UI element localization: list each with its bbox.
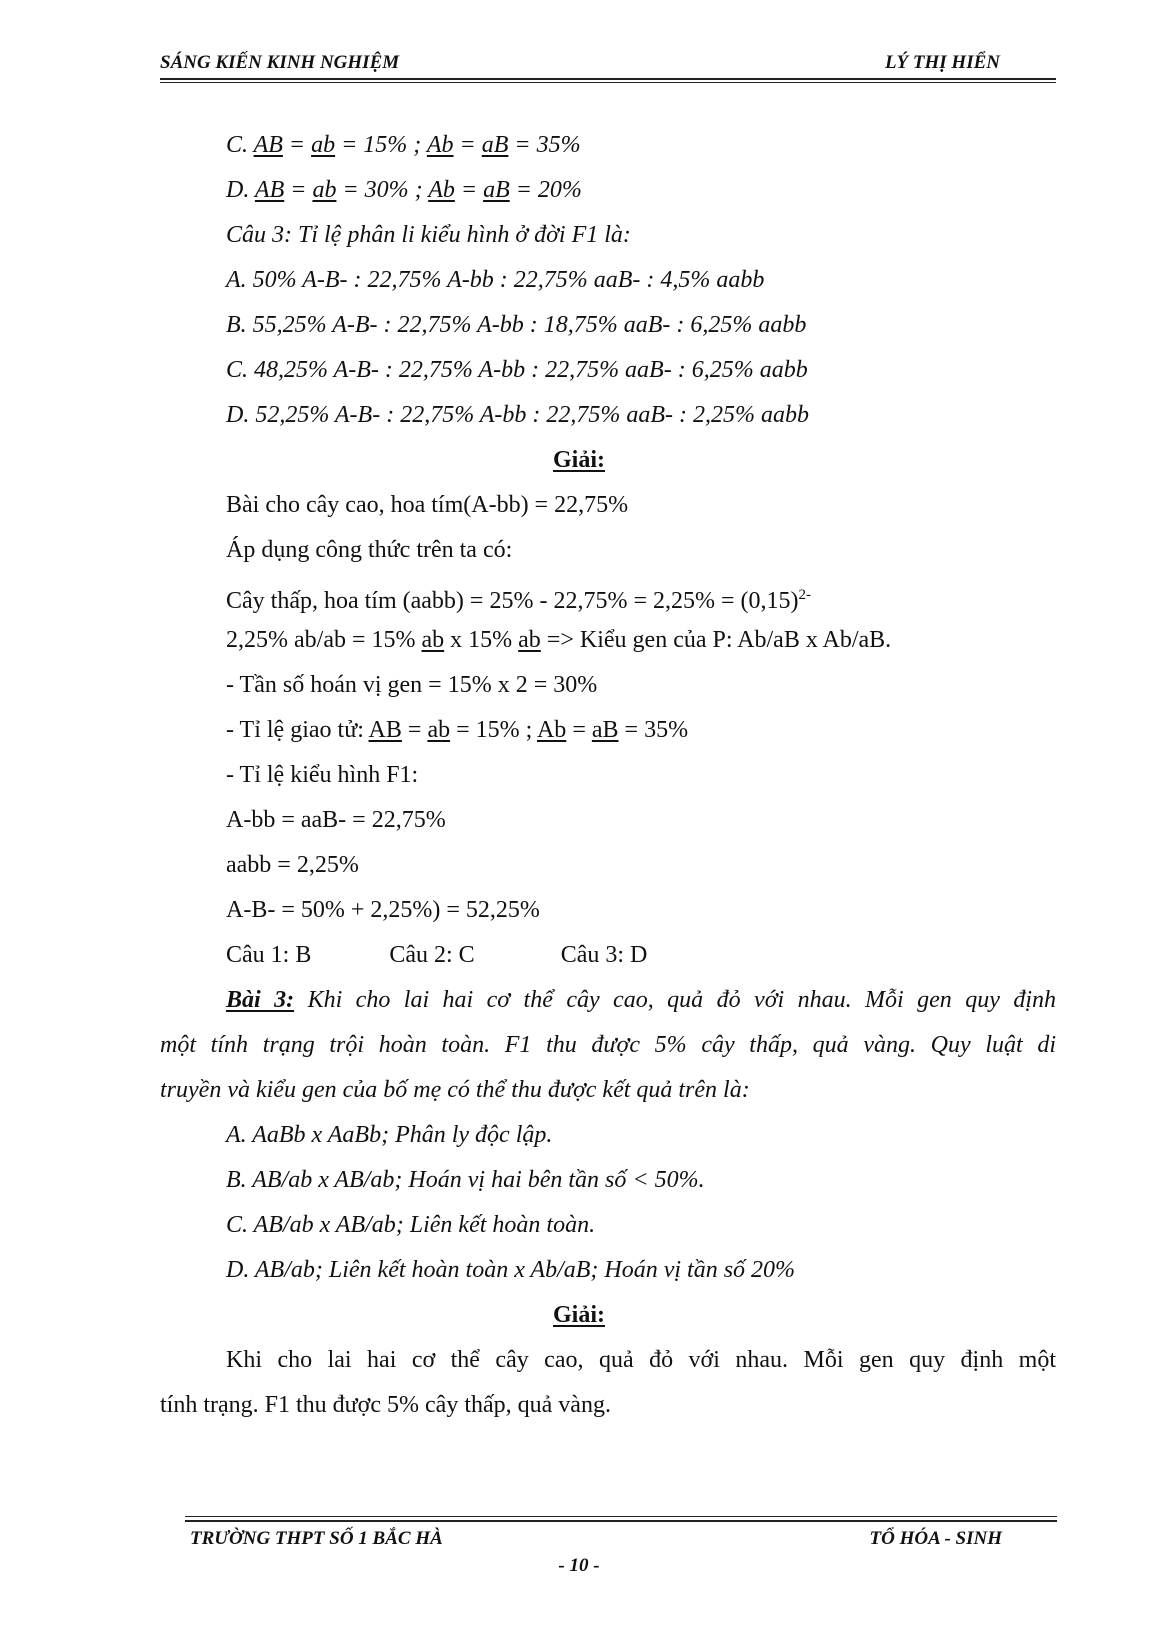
footer-rule <box>185 1520 1057 1522</box>
q3-title: Câu 3: Tỉ lệ phân li kiểu hình ở đời F1 là: <box>226 222 631 248</box>
header-left: SÁNG KIẾN KINH NGHIỆM <box>160 52 400 73</box>
header-rule <box>160 78 1056 80</box>
solution1-line: 2,25% ab/ab = 15% ab x 15% ab => Kiểu gen của P: Ab/aB x Ab/aB. <box>226 627 892 653</box>
bai3-line1: Bài 3: Khi cho lai hai cơ thể cây cao, quả đỏ với nhau. Mỗi gen quy định <box>226 987 1056 1013</box>
q3-option-c: C. 48,25% A-B- : 22,75% A-bb : 22,75% aaB- : 6,25% aabb <box>226 357 808 383</box>
q3-option-a: A. 50% A-B- : 22,75% A-bb : 22,75% aaB- : 4,5% aabb <box>226 267 765 293</box>
bai3-line3: truyền và kiểu gen của bố mẹ có thể thu được kết quả trên là: <box>160 1077 750 1103</box>
solution1-line: - Tỉ lệ kiểu hình F1: <box>226 762 419 788</box>
solution1-line: A-bb = aaB- = 22,75% <box>226 807 446 833</box>
solution2-line1: Khi cho lai hai cơ thể cây cao, quả đỏ với nhau. Mỗi gen quy định một <box>226 1347 1056 1373</box>
solution2-heading: Giải: <box>553 1302 605 1328</box>
answer-key: Câu 1: B Câu 2: C Câu 3: D <box>226 942 648 968</box>
bai3-option-d: D. AB/ab; Liên kết hoàn toàn x Ab/aB; Hoán vị tần số 20% <box>226 1257 796 1283</box>
q2-option-d: D. AB = ab = 30% ; Ab = aB = 20% <box>226 177 582 203</box>
bai3-option-b: B. AB/ab x AB/ab; Hoán vị hai bên tần số < 50%. <box>226 1167 705 1193</box>
bai3-option-a: A. AaBb x AaBb; Phân ly độc lập. <box>226 1122 553 1148</box>
footer-right: TỔ HÓA - SINH <box>869 1528 1002 1549</box>
q3-option-d: D. 52,25% A-B- : 22,75% A-bb : 22,75% aaB- : 2,25% aabb <box>226 402 810 428</box>
solution1-line: Bài cho cây cao, hoa tím(A-bb) = 22,75% <box>226 492 629 518</box>
solution1-line: aabb = 2,25% <box>226 852 359 878</box>
solution1-line: - Tần số hoán vị gen = 15% x 2 = 30% <box>226 672 598 698</box>
page-number: - 10 - <box>558 1555 600 1576</box>
bai3-option-c: C. AB/ab x AB/ab; Liên kết hoàn toàn. <box>226 1212 596 1238</box>
q2-option-c: C. AB = ab = 15% ; Ab = aB = 35% <box>226 132 581 158</box>
header-rule-thin <box>160 82 1056 83</box>
solution2-line2: tính trạng. F1 thu được 5% cây thấp, quả vàng. <box>160 1392 611 1418</box>
solution1-line: - Tỉ lệ giao tử: AB = ab = 15% ; Ab = aB = 35% <box>226 717 689 743</box>
q3-option-b: B. 55,25% A-B- : 22,75% A-bb : 18,75% aaB- : 6,25% aabb <box>226 312 807 338</box>
solution1-line: Áp dụng công thức trên ta có: <box>226 537 513 563</box>
solution1-line: A-B- = 50% + 2,25%) = 52,25% <box>226 897 540 923</box>
header-right: LÝ THỊ HIỂN <box>884 52 1000 73</box>
footer-left: TRƯỜNG THPT SỐ 1 BẮC HÀ <box>190 1528 443 1549</box>
solution1-heading: Giải: <box>553 447 605 473</box>
bai3-line2: một tính trạng trội hoàn toàn. F1 thu được 5% cây thấp, quả vàng. Quy luật di <box>160 1032 1056 1058</box>
footer-rule-thin <box>185 1516 1057 1517</box>
solution1-line: Cây thấp, hoa tím (aabb) = $25\% - 22,75\% = 2,25\% = (0,15)^{2-}$ <box>226 587 811 614</box>
